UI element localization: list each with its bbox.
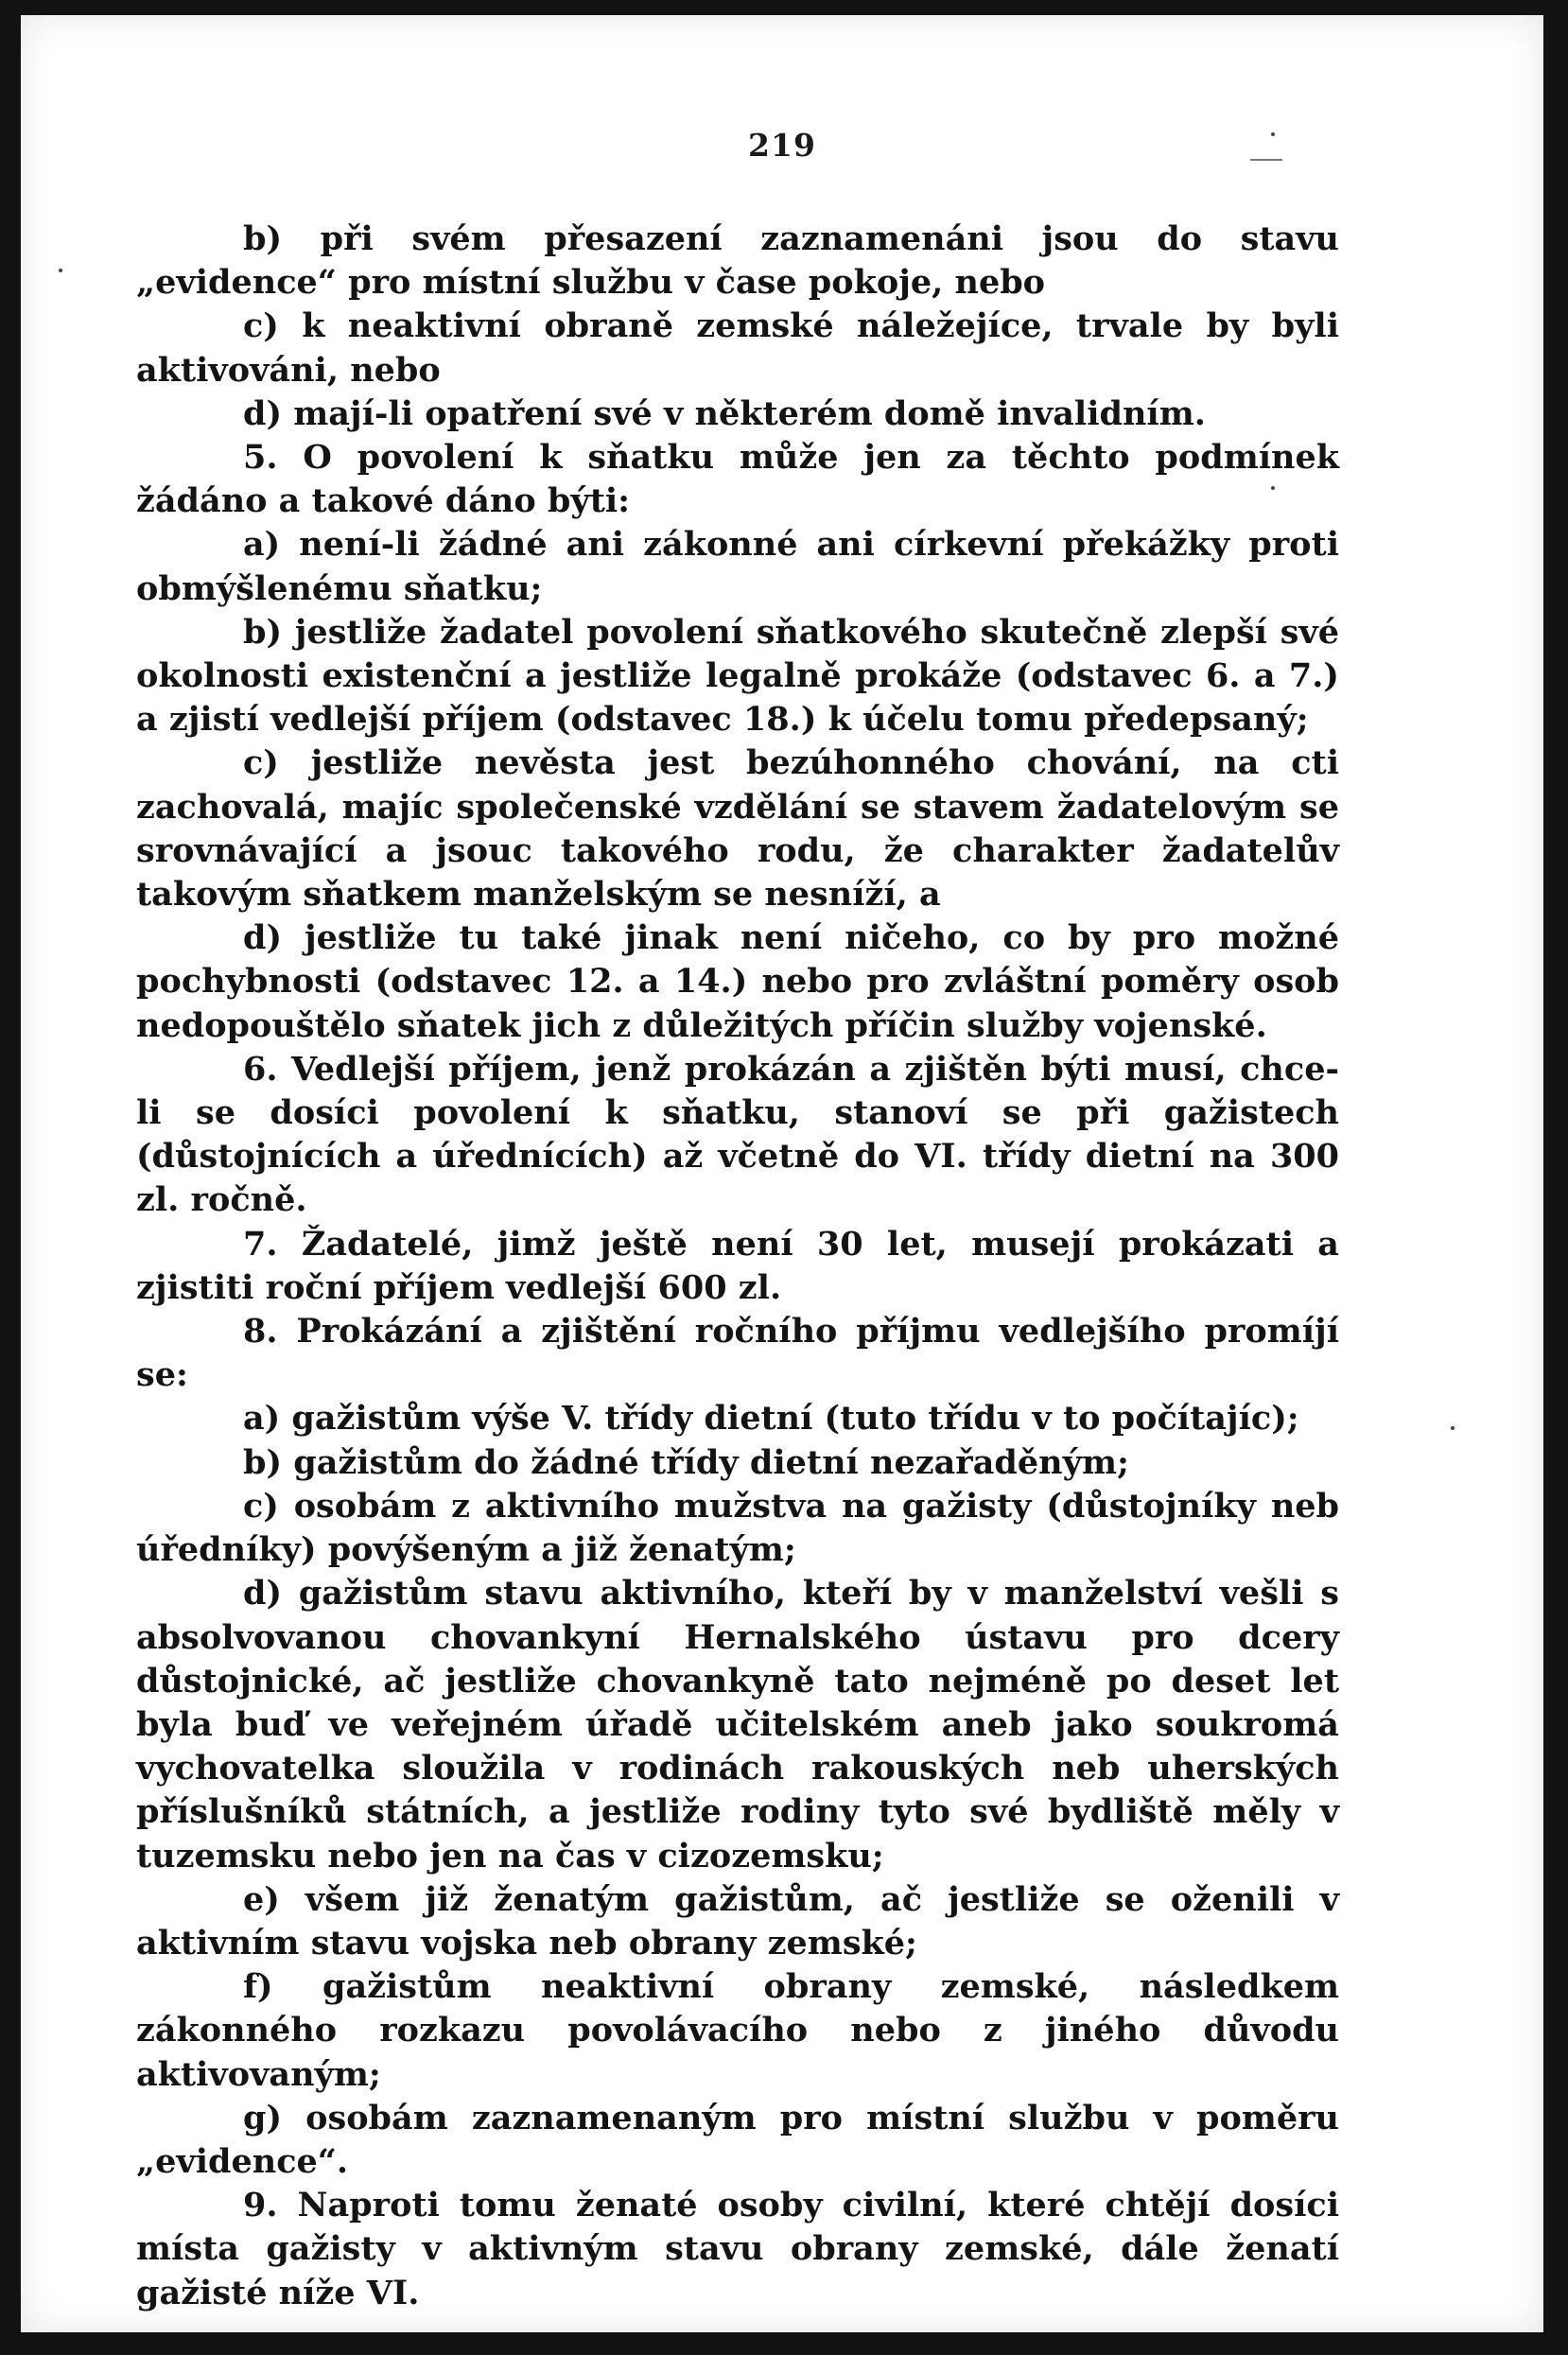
paragraph: f) gažistům neaktivní obrany zemské, následkem zákonného rozkazu povolávacího nebo z jiného důvodu aktivovaným; (136, 1967, 1339, 2094)
margin-rule-mark (1250, 159, 1282, 161)
paragraph: 5. O povolení k sňatku může jen za těchto podmínek žádáno a takové dáno býti: (136, 438, 1339, 521)
print-speck (1451, 1426, 1455, 1430)
paragraph: g) osobám zaznamenaným pro místní službu v poměru „evidence“. (136, 2098, 1339, 2181)
print-speck (1271, 132, 1275, 136)
paragraph: d) gažistům stavu aktivního, kteří by v manželství vešli s absolvovanou chovankyní Hernalského ústavu pro dcery důstojnické, ač jestliže chovankyně tato nejméně po deset let byla buď ve veřejném úřadě učitelském aneb jako soukromá vychovatelka sloužila v rodinách rakouských neb uherských příslušníků státních, a jestliže rodiny tyto své bydliště měly v tuzemsku nebo jen na čas v cizozemsku; (136, 1574, 1339, 1875)
paragraph: 7. Žadatelé, jimž ještě není 30 let, musejí prokázati a zjistiti roční příjem vedlejší 600 zl. (136, 1224, 1339, 1307)
paragraph: d) jestliže tu také jinak není ničeho, co by pro možné pochybnosti (odstavec 12. a 14.) nebo pro zvláštní poměry osob nedopouštělo sňatek jich z důležitých příčin služby vojenské. (136, 918, 1339, 1045)
paragraph: 8. Prokázání a zjištění ročního příjmu vedlejšího promíjí se: (136, 1312, 1339, 1395)
paragraph: c) osobám z aktivního mužstva na gažisty (důstojníky neb úředníky) povýšeným a již ženatým; (136, 1486, 1339, 1570)
page-number: 219 (748, 127, 816, 164)
paragraph: a) není-li žádné ani zákonné ani církevní překážky proti obmýšlenému sňatku; (136, 525, 1339, 608)
paragraph: b) jestliže žadatel povolení sňatkového skutečně zlepší své okolnosti existenční a jestliže legalně prokáže (odstavec 6. a 7.) a zjistí vedlejší příjem (odstavec 18.) k účelu tomu předepsaný; (136, 612, 1339, 740)
paragraph: b) gažistům do žádné třídy dietní nezařaděným; (243, 1442, 1129, 1482)
body-text (136, 218, 1339, 2315)
paragraph: 6. Vedlejší příjem, jenž prokázán a zjištěn býti musí, chce-li se dosíci povolení k sňatku, stanoví se při gažistech (důstojnících a úřednících) až včetně do VI. třídy dietní na 300 zl. ročně. (136, 1049, 1339, 1220)
paragraph: a) gažistům výše V. třídy dietní (tuto třídu v to počítajíc); (243, 1399, 1299, 1439)
book-page (21, 15, 1543, 2332)
paragraph: b) při svém přesazení zaznamenáni jsou do stavu „evidence“ pro místní službu v čase pokoje, nebo (136, 219, 1339, 303)
paragraph: c) k neaktivní obraně zemské náležejíce, trvale by byli aktivováni, nebo (136, 306, 1339, 390)
paragraph: e) všem již ženatým gažistům, ač jestliže se oženili v aktivním stavu vojska neb obrany zemské; (136, 1879, 1339, 1962)
paragraph: c) jestliže nevěsta jest bezúhonného chování, na cti zachovalá, majíc společenské vzdělání se stavem žadatelovým se srovnávající a jsouc takového rodu, že charakter žadatelův takovým sňatkem manželským se nesníží, a (136, 743, 1339, 915)
paragraph: d) mají-li opatření své v některém domě invalidním. (243, 393, 1206, 433)
paragraph: 9. Naproti tomu ženaté osoby civilní, které chtějí dosíci místa gažisty v aktivným stavu obrany zemské, dále ženatí gažisté níže VI. (136, 2186, 1339, 2312)
print-speck (59, 269, 62, 272)
